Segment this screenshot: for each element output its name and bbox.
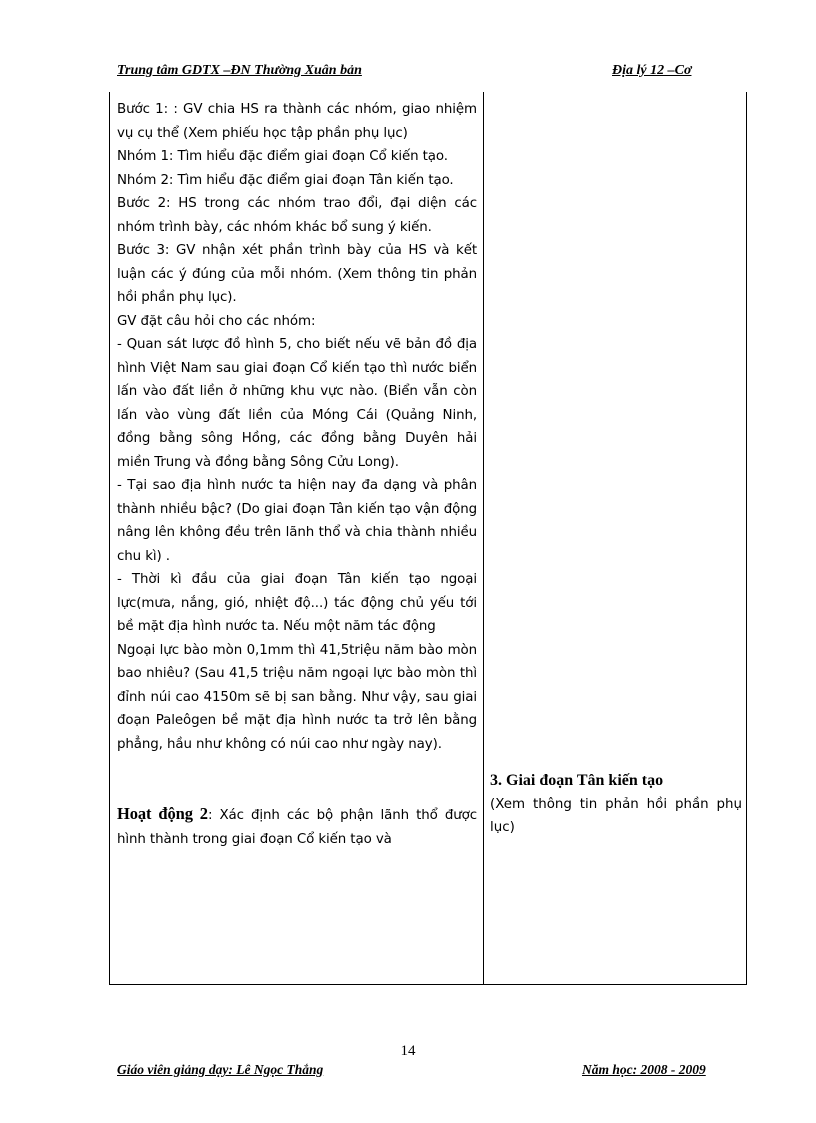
activity-title: Hoạt động 2: [117, 804, 208, 823]
paragraph: Bước 2: HS trong các nhóm trao đổi, đại diện các nhóm trình bày, các nhóm khác bổ sung ý kiến.: [117, 196, 477, 235]
activities-column: [117, 98, 477, 851]
spacer: [117, 756, 477, 802]
activity-paragraph: [117, 802, 477, 851]
paragraph: Nhóm 2: Tìm hiểu đặc điểm giai đoạn Tân kiến tạo.: [117, 172, 454, 188]
paragraph: - Quan sát lược đồ hình 5, cho biết nếu vẽ bản đồ địa hình Việt Nam sau giai đoạn Cổ kiến tạo thì nước biển lấn vào đất liền ở những khu vực nào. (Biển vẫn còn lấn vào vùng đất liền của Móng Cái (Quảng Ninh, đồng bằng sông Hồng, các đồng bằng Duyên hải miền Trung và đồng bằng Sông Cửu Long).: [117, 337, 477, 470]
paragraph: - Thời kì đầu của giai đoạn Tân kiến tạo ngoại lực(mưa, nắng, gió, nhiệt độ...) tác động chủ yếu tới bề mặt địa hình nước ta. Nếu một năm tác động: [117, 572, 477, 634]
column-divider: [483, 92, 484, 984]
section-title: 3. Giai đoạn Tân kiến tạo: [490, 772, 664, 789]
header-subject: Địa lý 12 –Cơ: [612, 63, 692, 78]
lesson-table: [109, 92, 747, 985]
paragraph: GV đặt câu hỏi cho các nhóm:: [117, 313, 316, 329]
footer-teacher: Giáo viên giảng dạy: Lê Ngọc Thắng: [117, 1062, 324, 1077]
header-school: Trung tâm GDTX –ĐN Thường Xuân bản: [117, 63, 362, 78]
paragraph: - Tại sao địa hình nước ta hiện nay đa dạng và phân thành nhiều bậc? (Do giai đoạn Tân kiến tạo vận động nâng lên không đều trên lãnh thổ và chia thành nhiều chu kì) .: [117, 478, 477, 564]
activity-text: : Xác định các bộ phận lãnh thổ được hình thành trong giai đoạn Cổ kiến tạo và: [117, 808, 477, 847]
footer-year: Năm học: 2008 - 2009: [582, 1062, 706, 1077]
paragraph: Ngoại lực bào mòn 0,1mm thì 41,5triệu năm bào mòn bao nhiêu? (Sau 41,5 triệu năm ngoại lực bào mòn thì đỉnh núi cao 4150m sẽ bị san bằng. Như vậy, sau giai đoạn Paleôgen bề mặt địa hình nước ta trở lên bằng phẳng, hầu như không có núi cao như ngày nay).: [117, 642, 477, 752]
paragraph: Nhóm 1: Tìm hiểu đặc điểm giai đoạn Cổ kiến tạo.: [117, 149, 448, 164]
page-number: 14: [400, 1043, 416, 1059]
content-column: [490, 769, 742, 840]
paragraph: Bước 3: GV nhận xét phần trình bày của HS và kết luận các ý đúng của mỗi nhóm. (Xem thông tin phản hồi phần phụ lục).: [117, 243, 477, 305]
paragraph: Bước 1: : GV chia HS ra thành các nhóm, giao nhiệm vụ cụ thể (Xem phiếu học tập phần phụ lục): [117, 102, 477, 141]
section-text: (Xem thông tin phản hồi phần phụ lục): [490, 796, 742, 835]
